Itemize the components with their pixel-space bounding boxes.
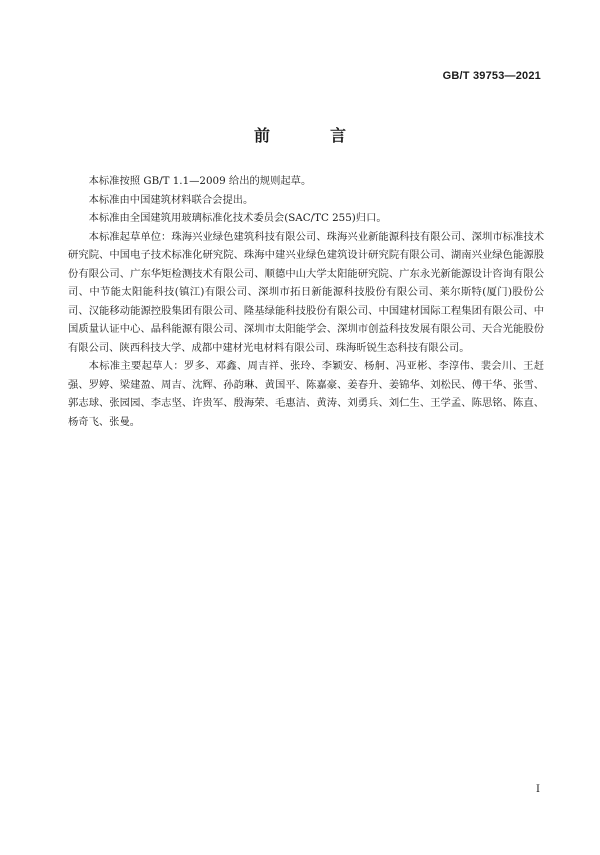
page-title: 前 言 xyxy=(253,126,368,145)
foreword-body xyxy=(68,172,544,431)
paragraph-proposer: 本标准由中国建筑材料联合会提出。 xyxy=(88,193,254,206)
paragraph-drafting-units: 本标准起草单位：珠海兴业绿色建筑科技有限公司、珠海兴业新能源科技有限公司、深圳市标准技术研究院、中国电子技术标准化研究院、珠海中建兴业绿色建筑设计研究院有限公司、湖南兴业绿色能源股份有限公司、广东华矩检测技术有限公司、顺德中山大学太阳能研究院、广东永光新能源设计咨询有限公司、中节能太阳能科技(镇江)有限公司、深圳市拓日新能源科技股份有限公司、莱尔斯特(厦门)股份公司、汉能移动能源控股集团有限公司、隆基绿能科技股份有限公司、中国建材国际工程集团有限公司、中国质量认证中心、晶科能源有限公司、深圳市太阳能学会、深圳市创益科技发展有限公司、天合光能股份有限公司、陕西科技大学、成都中建材光电材料有限公司、珠海昕锐生态科技有限公司。 xyxy=(68,230,544,354)
paragraph-committee: 本标准由全国建筑用玻璃标准化技术委员会(SAC/TC 255)归口。 xyxy=(88,212,387,224)
paragraph-drafters: 本标准主要起草人：罗多、邓鑫、周吉祥、张玲、李颖安、杨舸、冯亚彬、李淳伟、裴会川、王赶强、罗婷、梁建盈、周吉、沈辉、孙韵琳、黄国平、陈嘉豪、姜春升、姜锦华、刘松民、傅干华、张雪、郭志球、张园园、李志坚、许贵军、殷海荣、毛惠洁、黄涛、刘勇兵、刘仁生、王学孟、陈思铭、陈直、杨奇飞、张曼。 xyxy=(68,360,544,428)
paragraph-drafting-rules: 本标准按照 GB/T 1.1—2009 给出的规则起草。 xyxy=(88,175,312,187)
page-number: I xyxy=(536,784,540,795)
standard-code-header: GB/T 39753—2021 xyxy=(442,70,541,82)
